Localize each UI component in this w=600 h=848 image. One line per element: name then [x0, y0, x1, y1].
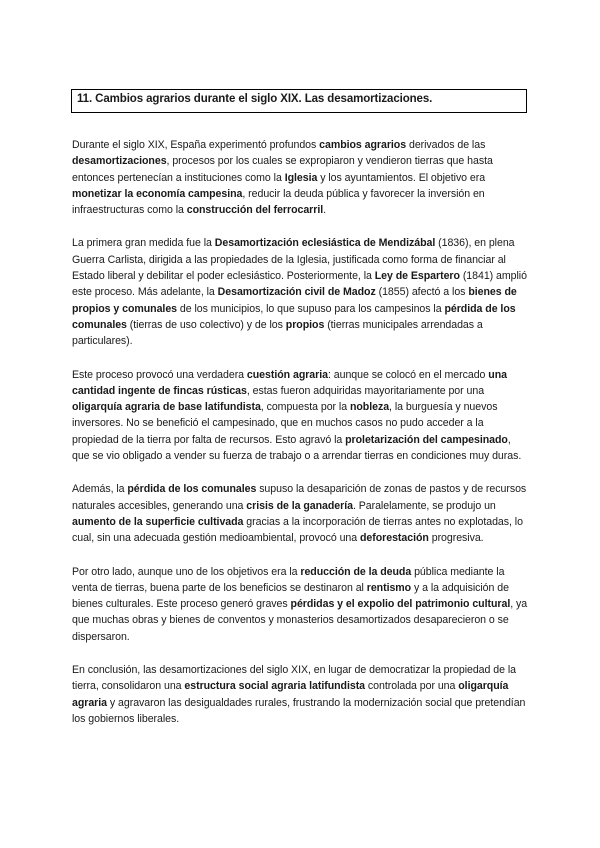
bold-text: desamortizaciones	[72, 155, 167, 168]
bold-text: Desamortización civil de Madoz	[217, 286, 376, 299]
text-run: de los municipios, lo que supuso para los campesinos la	[177, 302, 445, 315]
text-run: , procesos por los cuales se expropiaron y vendieron tierras que hasta entonces pertenecían a instituciones como la	[72, 155, 493, 184]
text-run: (tierras de uso colectivo) y de los	[126, 318, 286, 331]
paragraph	[72, 235, 530, 349]
bold-text: una cantidad ingente de fincas rústicas	[72, 368, 507, 397]
paragraph	[72, 564, 530, 645]
text-run: Durante el siglo XIX, España experimentó profundos	[72, 139, 320, 151]
text-run: , que se vio obligado a vender su fuerza de trabajo o a arrendar tierras en condiciones muy duras.	[72, 433, 522, 463]
bold-text: deforestación	[360, 532, 429, 545]
bold-text: nobleza	[349, 401, 390, 414]
paragraph	[72, 481, 530, 546]
text-run: , estas fueron adquiridas mayoritariamente por una	[246, 384, 485, 397]
bold-text: monetizar la economía campesina	[72, 187, 243, 200]
bold-text: Iglesia	[284, 171, 318, 184]
bold-text: pérdidas y el expolio del patrimonio cultural	[290, 598, 511, 611]
text-run: Este proceso provocó una verdadera	[72, 368, 247, 381]
text-run: Por otro lado, aunque uno de los objetivos era la	[72, 565, 301, 578]
text-run: , compuesta por la	[260, 401, 350, 414]
paragraph	[72, 367, 530, 465]
bold-text: aumento de la superficie cultivada	[72, 515, 244, 528]
bold-text: bienes de propios y comunales	[72, 286, 517, 315]
text-run: (1836), en plena Guerra Carlista, dirigida a las propiedades de la Iglesia, justificada como forma de financiar al Estado liberal y debilitar el poder eclesiástico. Posteriormente, la	[72, 237, 515, 283]
paragraph	[72, 662, 530, 727]
text-run: supuso la desaparición de zonas de pastos y de recursos naturales accesibles, generando una	[72, 483, 527, 512]
text-run: y agravaron las desigualdades rurales, frustrando la modernización social que pretendían los gobiernos liberales.	[72, 696, 526, 725]
bold-text: propios	[285, 318, 325, 331]
bold-text: reducción de la deuda	[300, 565, 412, 578]
text-run: , ya que muchas obras y bienes de conventos y monasterios desamortizados desaparecieron o se dispersaron.	[72, 598, 528, 643]
text-run: y a la adquisición de bienes culturales. Este proceso generó graves	[72, 581, 509, 611]
text-run: y los ayuntamientos. El objetivo era	[317, 171, 486, 184]
bold-text: oligarquía agraria	[72, 680, 509, 709]
bold-text: cuestión agraria	[246, 368, 328, 381]
bold-text: estructura social agraria latifundista	[184, 680, 366, 693]
text-run: , reducir la deuda pública y favorecer la inversión en infraestructuras como la	[72, 187, 485, 217]
text-run: , la burguesía y nuevos inversores. No se benefició el campesinado, que en muchos casos no pudo acceder a la propiedad de la tierra por falta de recursos. Esto agravó la	[72, 401, 498, 446]
bold-text: crisis de la ganadería	[246, 499, 353, 512]
text-run: (1855) afectó a los	[375, 286, 469, 299]
bold-text: oligarquía agraria de base latifundista	[72, 401, 261, 414]
bold-text: pérdida de los comunales	[72, 302, 516, 331]
bold-text: Desamortización eclesiástica de Mendizábal	[214, 237, 436, 250]
text-run: pública mediante la venta de tierras, buena parte de los beneficios se destinaron al	[72, 565, 505, 594]
bold-text: rentismo	[366, 581, 412, 594]
paragraph	[72, 137, 530, 218]
document-body	[72, 137, 530, 744]
text-run: gracias a la incorporación de tierras antes no explotadas, lo cual, sin una adecuada gestión medioambiental, provocó una	[72, 515, 523, 545]
bold-text: Ley de Espartero	[374, 270, 460, 283]
text-run: En conclusión, las desamortizaciones del siglo XIX, en lugar de democratizar la propiedad de la tierra, consolidaron una	[72, 664, 516, 693]
bold-text: pérdida de los comunales	[127, 483, 257, 496]
text-run: .	[323, 204, 327, 217]
text-run: (1841) amplió este proceso. Más adelante, la	[72, 270, 527, 299]
text-run: : aunque se colocó en el mercado	[327, 368, 489, 381]
text-run: progresiva.	[428, 532, 484, 545]
bold-text: construcción del ferrocarril	[186, 204, 324, 217]
text-run: La primera gran medida fue la	[72, 237, 215, 250]
text-run: (tierras municipales arrendadas a particulares).	[72, 318, 483, 348]
bold-text: proletarización del campesinado	[345, 433, 508, 446]
bold-text: cambios agrarios	[319, 139, 407, 151]
text-run: controlada por una	[365, 680, 459, 693]
text-run: Además, la	[72, 483, 128, 496]
text-run: derivados de las	[406, 139, 486, 151]
text-run: . Paralelamente, se produjo un	[352, 499, 496, 512]
section-title: 11. Cambios agrarios durante el siglo XIX. Las desamortizaciones.	[71, 89, 527, 113]
